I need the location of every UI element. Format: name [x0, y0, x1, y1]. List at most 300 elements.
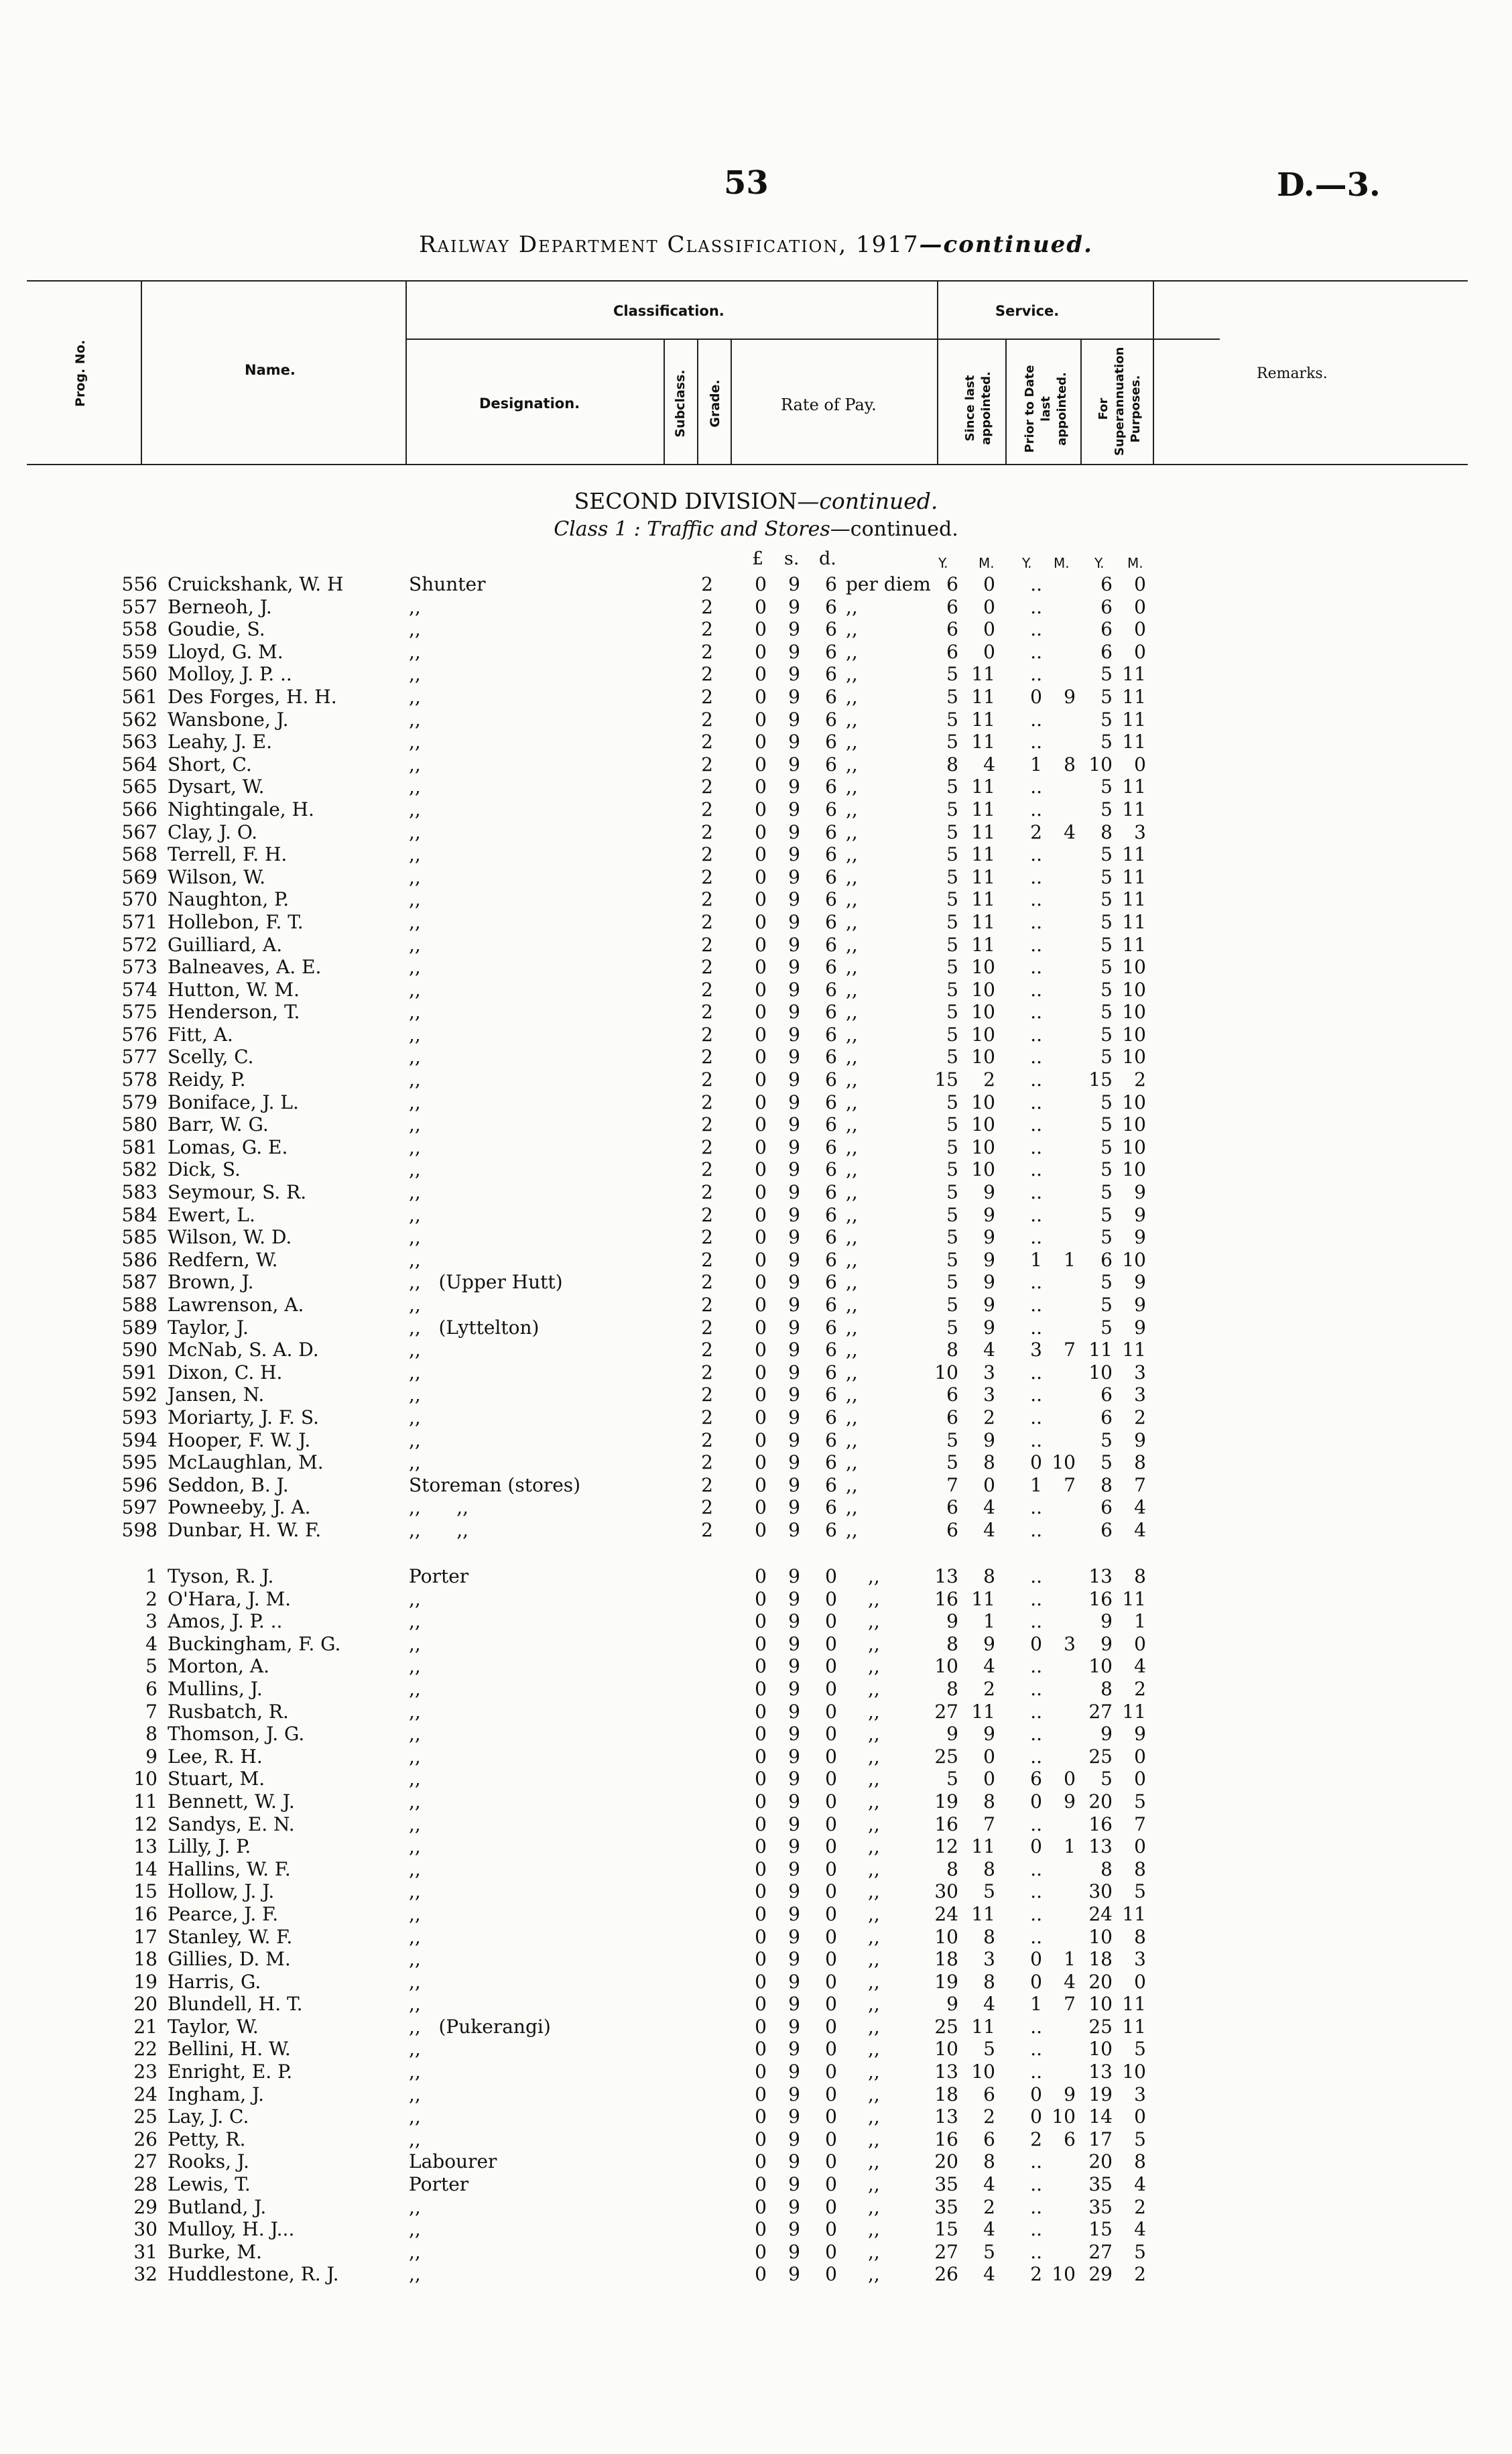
subclass: 2 [701, 910, 713, 933]
pay-pounds: 0 [755, 1496, 767, 1519]
designation: ,, [409, 618, 421, 641]
pay-pounds: 0 [755, 865, 767, 888]
since-months: 4 [983, 1655, 995, 1678]
header-divider [1005, 339, 1007, 465]
employee-name: Blundell, H. T. [168, 1993, 303, 2016]
table-row [0, 1001, 1512, 1024]
pay-pence: 6 [825, 1181, 837, 1204]
prior-years: .. [1030, 1745, 1042, 1768]
since-years: 5 [946, 1271, 958, 1294]
super-years: 19 [1088, 2083, 1113, 2105]
pay-pounds: 0 [755, 1046, 767, 1068]
super-years: 10 [1088, 1925, 1113, 1948]
since-years: 10 [934, 2038, 958, 2061]
super-years: 9 [1100, 1632, 1113, 1655]
header-divider [1080, 339, 1082, 465]
table-row [0, 1835, 1512, 1858]
designation: ,, [409, 1406, 421, 1428]
pay-pounds: 0 [755, 2218, 767, 2241]
pay-period: ,, [846, 1406, 858, 1428]
pay-pounds: 0 [755, 798, 767, 820]
prior-years: .. [1030, 1001, 1042, 1024]
pay-pounds: 0 [755, 978, 767, 1001]
pay-pounds: 0 [755, 2195, 767, 2218]
since-years: 35 [934, 2195, 958, 2218]
pay-period: ,, [868, 1700, 880, 1723]
pay-pounds: 0 [755, 2105, 767, 2128]
pay-pounds: 0 [755, 1655, 767, 1678]
super-months: 2 [1134, 2263, 1146, 2286]
employee-name: Dixon, C. H. [168, 1361, 283, 1384]
pay-shillings: 9 [788, 1428, 800, 1451]
table-row [0, 1339, 1512, 1361]
since-months: 6 [983, 2128, 995, 2150]
since-years: 16 [934, 2128, 958, 2150]
since-years: 9 [946, 1610, 958, 1633]
since-years: 5 [946, 910, 958, 933]
since-months: 5 [983, 1880, 995, 1903]
pay-period: ,, [868, 1813, 880, 1835]
since-years: 10 [934, 1925, 958, 1948]
pay-period: ,, [846, 843, 858, 866]
subclass: 2 [701, 1046, 713, 1068]
subclass: 2 [701, 1384, 713, 1406]
super-months: 10 [1122, 1248, 1146, 1271]
pay-pounds: 0 [755, 910, 767, 933]
prior-years: .. [1030, 1565, 1042, 1587]
pay-pounds: 0 [755, 1203, 767, 1226]
since-years: 8 [946, 1632, 958, 1655]
pay-pence: 6 [825, 1451, 837, 1474]
prior-years: 0 [1030, 1790, 1042, 1813]
prior-years: .. [1030, 1518, 1042, 1541]
pay-shillings: 9 [788, 1271, 800, 1294]
prior-months: 9 [1064, 685, 1076, 708]
subclass: 2 [701, 1158, 713, 1181]
designation: ,, [409, 1136, 421, 1158]
pay-pence: 0 [825, 2061, 837, 2083]
pay-pence: 6 [825, 1361, 837, 1384]
employee-name: Goudie, S. [168, 618, 265, 641]
prior-years: 0 [1030, 1970, 1042, 1993]
table-row [0, 1429, 1512, 1452]
since-months: 8 [983, 1970, 995, 1993]
prior-years: .. [1030, 1677, 1042, 1700]
prior-years: .. [1030, 2173, 1042, 2196]
pay-period: ,, [868, 2105, 880, 2128]
pay-period: ,, [868, 1587, 880, 1610]
pay-period: ,, [846, 731, 858, 753]
since-months: 11 [971, 888, 995, 911]
row-number: 597 [121, 1496, 158, 1519]
designation: ,, [409, 910, 421, 933]
subclass: 2 [701, 1068, 713, 1091]
pay-period: ,, [868, 1902, 880, 1925]
subclass: 2 [701, 820, 713, 843]
pay-period: ,, [846, 1496, 858, 1519]
employee-name: Stanley, W. F. [168, 1925, 293, 1948]
table-row [0, 776, 1512, 798]
pay-pence: 0 [825, 1790, 837, 1813]
pay-period: ,, [868, 1948, 880, 1971]
pay-shillings: 9 [788, 708, 800, 731]
employee-name: Balneaves, A. E. [168, 956, 322, 979]
since-years: 20 [934, 2150, 958, 2173]
row-number: 24 [133, 2083, 158, 2105]
prior-years: 6 [1030, 1768, 1042, 1790]
row-number: 559 [121, 640, 158, 663]
employee-name: McNab, S. A. D. [168, 1339, 319, 1361]
since-years: 6 [946, 573, 958, 595]
pay-period: ,, [868, 2173, 880, 2196]
designation: ,, [409, 1046, 421, 1068]
since-months: 9 [983, 1723, 995, 1745]
subclass: 2 [701, 798, 713, 820]
super-years: 25 [1088, 2015, 1113, 2038]
pay-pence: 0 [825, 1565, 837, 1587]
prior-years: 0 [1030, 1948, 1042, 1971]
pay-shillings: 9 [788, 753, 800, 776]
super-years: 5 [1100, 1001, 1113, 1024]
pay-pence: 6 [825, 776, 837, 798]
pay-pounds: 0 [755, 1993, 767, 2016]
pay-shillings: 9 [788, 2173, 800, 2196]
since-years: 5 [946, 1226, 958, 1249]
unit-years: Y. [1094, 555, 1105, 571]
super-years: 16 [1088, 1813, 1113, 1835]
header-top-rule [27, 280, 1468, 282]
designation: ,, [409, 1902, 421, 1925]
pay-pence: 0 [825, 2263, 837, 2286]
pay-pence: 6 [825, 731, 837, 753]
since-months: 10 [971, 1001, 995, 1024]
since-months: 4 [983, 2263, 995, 2286]
pay-shillings: 9 [788, 2218, 800, 2241]
prior-years: .. [1030, 2240, 1042, 2263]
designation: ,, [409, 2195, 421, 2218]
super-years: 5 [1100, 798, 1113, 820]
since-years: 18 [934, 1948, 958, 1971]
row-number: 558 [121, 618, 158, 641]
since-years: 19 [934, 1790, 958, 1813]
pay-pounds: 0 [755, 1632, 767, 1655]
subclass: 2 [701, 573, 713, 595]
designation: ,, [409, 1158, 421, 1181]
since-years: 5 [946, 843, 958, 866]
prior-years: .. [1030, 1023, 1042, 1046]
row-number: 29 [133, 2195, 158, 2218]
header-classification: Classification. [613, 303, 724, 319]
employee-name: Seddon, B. J. [168, 1473, 289, 1496]
pay-period: ,, [868, 1610, 880, 1633]
designation: Porter [409, 2173, 469, 2196]
unit-months: M. [1054, 555, 1070, 571]
pay-shillings: 9 [788, 1632, 800, 1655]
pay-pounds: 0 [755, 1768, 767, 1790]
designation: ,, [409, 1993, 421, 2016]
since-years: 26 [934, 2263, 958, 2286]
super-months: 0 [1134, 573, 1146, 595]
row-number: 20 [133, 1993, 158, 2016]
pay-pence: 6 [825, 1136, 837, 1158]
super-years: 5 [1100, 1203, 1113, 1226]
pay-period: ,, [846, 1384, 858, 1406]
table-row [0, 1655, 1512, 1678]
row-number: 593 [121, 1406, 158, 1428]
super-months: 4 [1134, 1655, 1146, 1678]
since-years: 8 [946, 1857, 958, 1880]
row-number: 574 [121, 978, 158, 1001]
table-row [0, 1496, 1512, 1519]
super-years: 6 [1100, 640, 1113, 663]
since-months: 3 [983, 1361, 995, 1384]
pay-pounds: 0 [755, 573, 767, 595]
since-months: 3 [983, 1948, 995, 1971]
since-years: 5 [946, 1294, 958, 1316]
pay-shillings: 9 [788, 1993, 800, 2016]
pay-shillings: 9 [788, 1880, 800, 1903]
pay-period: ,, [846, 978, 858, 1001]
pay-period: ,, [846, 1203, 858, 1226]
pay-period: ,, [846, 798, 858, 820]
super-months: 9 [1134, 1316, 1146, 1339]
prior-years: 1 [1030, 753, 1042, 776]
pay-shillings: 9 [788, 1496, 800, 1519]
since-months: 10 [971, 978, 995, 1001]
since-months: 0 [983, 1745, 995, 1768]
pay-shillings: 9 [788, 776, 800, 798]
row-number: 580 [121, 1113, 158, 1136]
subclass: 2 [701, 640, 713, 663]
row-number: 560 [121, 663, 158, 686]
header-divider [697, 339, 698, 465]
designation: ,, [409, 820, 421, 843]
super-months: 9 [1134, 1181, 1146, 1204]
subclass: 2 [701, 1294, 713, 1316]
table-row [0, 1474, 1512, 1497]
super-years: 5 [1100, 1113, 1113, 1136]
super-months: 4 [1134, 1518, 1146, 1541]
table-row [0, 866, 1512, 889]
subclass: 2 [701, 865, 713, 888]
table-row [0, 1880, 1512, 1903]
pay-pounds: 0 [755, 753, 767, 776]
prior-years: .. [1030, 888, 1042, 911]
pay-shillings: 9 [788, 1587, 800, 1610]
prior-months: 10 [1052, 2105, 1076, 2128]
employee-name: Huddlestone, R. J. [168, 2263, 339, 2286]
row-number: 12 [133, 1813, 158, 1835]
table-row [0, 1701, 1512, 1723]
super-years: 5 [1100, 1226, 1113, 1249]
pay-pence: 0 [825, 1880, 837, 1903]
table-row [0, 2241, 1512, 2264]
employee-name: Nightingale, H. [168, 798, 314, 820]
super-months: 3 [1134, 1948, 1146, 1971]
header-divider [405, 280, 407, 465]
since-years: 18 [934, 2083, 958, 2105]
super-years: 11 [1088, 1339, 1113, 1361]
since-months: 9 [983, 1632, 995, 1655]
designation: ,, [409, 1790, 421, 1813]
pay-pounds: 0 [755, 1835, 767, 1858]
designation: ,, [409, 685, 421, 708]
subclass: 2 [701, 1361, 713, 1384]
table-row [0, 1768, 1512, 1790]
designation: ,, [409, 1655, 421, 1678]
pay-shillings: 9 [788, 618, 800, 641]
since-years: 5 [946, 956, 958, 979]
super-months: 5 [1134, 2038, 1146, 2061]
employee-name: Bellini, H. W. [168, 2038, 291, 2061]
super-months: 10 [1122, 1113, 1146, 1136]
table-row [0, 1451, 1512, 1474]
subclass: 2 [701, 1226, 713, 1249]
pay-period: ,, [846, 1091, 858, 1113]
employee-name: Berneoh, J. [168, 595, 272, 618]
row-number: 566 [121, 798, 158, 820]
section-title-suffix: —continued. [797, 488, 938, 514]
pay-pounds: 0 [755, 595, 767, 618]
prior-years: 1 [1030, 1473, 1042, 1496]
super-years: 5 [1100, 1181, 1113, 1204]
pay-pence: 6 [825, 640, 837, 663]
prior-years: .. [1030, 708, 1042, 731]
table-row [0, 911, 1512, 934]
designation: ,, (Lyttelton) [409, 1316, 540, 1339]
header-designation: Designation. [479, 395, 580, 412]
pay-pence: 0 [825, 1632, 837, 1655]
since-years: 5 [946, 1091, 958, 1113]
since-years: 25 [934, 2015, 958, 2038]
super-years: 18 [1088, 1948, 1113, 1971]
since-years: 5 [946, 820, 958, 843]
prior-years: .. [1030, 1700, 1042, 1723]
super-years: 5 [1100, 731, 1113, 753]
row-number: 3 [145, 1610, 158, 1633]
since-months: 6 [983, 2083, 995, 2105]
since-months: 9 [983, 1271, 995, 1294]
pay-period: ,, [868, 2061, 880, 2083]
prior-years: .. [1030, 1091, 1042, 1113]
table-row [0, 1113, 1512, 1136]
employee-name: Hooper, F. W. J. [168, 1428, 311, 1451]
pay-pence: 6 [825, 820, 837, 843]
pay-pence: 0 [825, 1948, 837, 1971]
since-years: 5 [946, 1768, 958, 1790]
super-years: 15 [1088, 1068, 1113, 1091]
table-row [0, 1813, 1512, 1836]
pay-shillings: 9 [788, 888, 800, 911]
pay-pence: 0 [825, 2038, 837, 2061]
pay-shillings: 9 [788, 978, 800, 1001]
table-row [0, 686, 1512, 709]
header-mid-rule [405, 339, 1220, 340]
pay-shillings: 9 [788, 1361, 800, 1384]
pay-pounds: 0 [755, 1384, 767, 1406]
pay-shillings: 9 [788, 1091, 800, 1113]
since-months: 7 [983, 1813, 995, 1835]
pay-pounds: 0 [755, 2061, 767, 2083]
super-months: 0 [1134, 1768, 1146, 1790]
row-number: 575 [121, 1001, 158, 1024]
super-years: 25 [1088, 1745, 1113, 1768]
pay-shillings: 9 [788, 1339, 800, 1361]
pay-shillings: 9 [788, 1857, 800, 1880]
employee-name: Powneeby, J. A. [168, 1496, 311, 1519]
since-months: 11 [971, 865, 995, 888]
table-row [0, 1993, 1512, 2016]
table-row [0, 1136, 1512, 1159]
table-row [0, 753, 1512, 776]
super-years: 6 [1100, 1384, 1113, 1406]
prior-years: .. [1030, 978, 1042, 1001]
designation: ,, [409, 1181, 421, 1204]
prior-years: .. [1030, 956, 1042, 979]
pay-period: ,, [846, 708, 858, 731]
table-row [0, 1204, 1512, 1227]
pay-period: ,, [868, 1880, 880, 1903]
row-number: 590 [121, 1339, 158, 1361]
employee-name: Thomson, J. G. [168, 1723, 305, 1745]
table-row [0, 2061, 1512, 2083]
pay-period: ,, [868, 1970, 880, 1993]
since-years: 27 [934, 1700, 958, 1723]
pay-pounds: 0 [755, 843, 767, 866]
since-months: 8 [983, 1857, 995, 1880]
since-years: 5 [946, 888, 958, 911]
subclass: 2 [701, 663, 713, 686]
staff-table-section-1 [0, 573, 1512, 1542]
pay-shillings: 9 [788, 731, 800, 753]
super-months: 0 [1134, 640, 1146, 663]
employee-name: Hutton, W. M. [168, 978, 300, 1001]
pay-shillings: 9 [788, 1294, 800, 1316]
super-years: 20 [1088, 2150, 1113, 2173]
employee-name: Mullins, J. [168, 1677, 263, 1700]
super-months: 10 [1122, 2061, 1146, 2083]
super-months: 9 [1134, 1203, 1146, 1226]
header-prior-to-date: Prior to Date last appointed. [1023, 365, 1069, 453]
pay-pence: 6 [825, 753, 837, 776]
since-years: 5 [946, 685, 958, 708]
since-years: 5 [946, 933, 958, 956]
designation: ,, [409, 956, 421, 979]
since-months: 4 [983, 753, 995, 776]
pay-pence: 6 [825, 843, 837, 866]
super-years: 5 [1100, 888, 1113, 911]
since-months: 4 [983, 2218, 995, 2241]
prior-years: .. [1030, 843, 1042, 866]
designation: ,, [409, 1745, 421, 1768]
super-years: 9 [1100, 1610, 1113, 1633]
pay-pence: 0 [825, 2195, 837, 2218]
prior-years: .. [1030, 1136, 1042, 1158]
prior-years: 0 [1030, 1451, 1042, 1474]
super-months: 7 [1134, 1813, 1146, 1835]
since-years: 5 [946, 865, 958, 888]
pay-pounds: 0 [755, 933, 767, 956]
prior-months: 7 [1064, 1339, 1076, 1361]
super-years: 6 [1100, 1518, 1113, 1541]
pay-period: ,, [846, 1248, 858, 1271]
row-number: 7 [145, 1700, 158, 1723]
since-years: 16 [934, 1813, 958, 1835]
pay-pounds: 0 [755, 1248, 767, 1271]
pay-period: ,, [846, 888, 858, 911]
pay-pounds: 0 [755, 1473, 767, 1496]
prior-years: .. [1030, 2038, 1042, 2061]
